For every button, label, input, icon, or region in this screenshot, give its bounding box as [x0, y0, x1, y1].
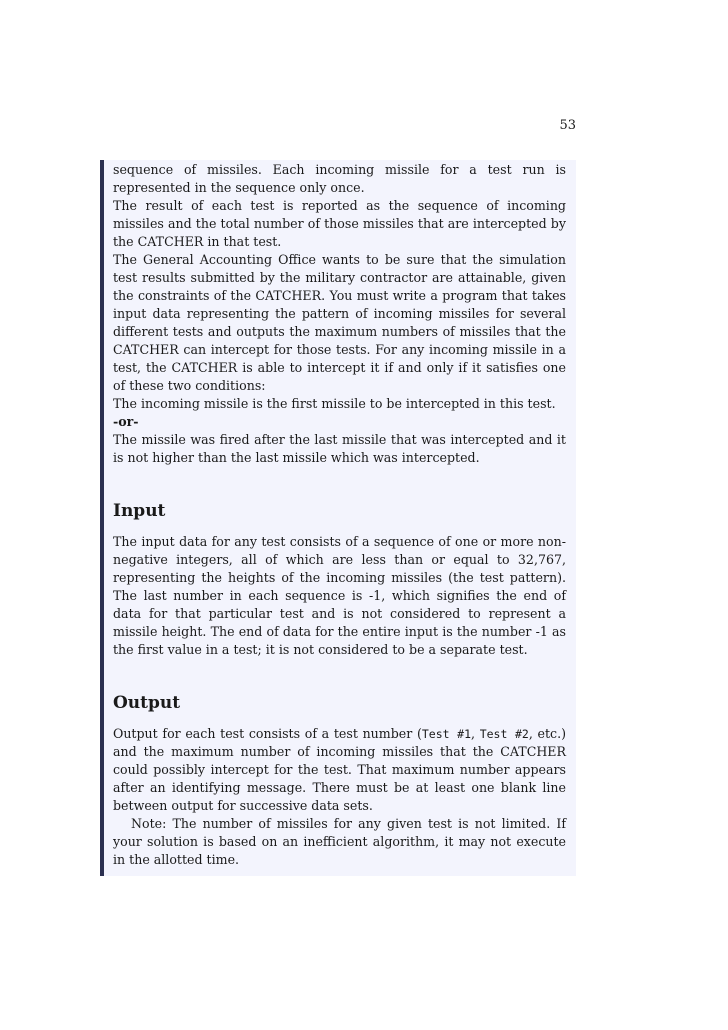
code-test-2: Test #2	[479, 727, 529, 741]
or-label: -or-	[113, 414, 139, 429]
intro-paragraph-3: The General Accounting Office wants to be sure that the simulation test results submitted by the military contractor are attainable, given the constraints of the CATCHER. You must write a program that takes input data representing the pattern of incoming missiles for several different tests and outputs the maximum numbers of missiles that the CATCHER can intercept for those tests. For any incoming missile in a test, the CATCHER is able to intercept it if and only if it satisfies one of these two conditions:	[113, 252, 566, 393]
output-heading: Output	[113, 693, 181, 713]
input-heading: Input	[113, 501, 166, 521]
output-text-after: , etc.) and the maximum number of incoming missiles that the CATCHER could possibly intercept for the test. That maximum number appears after an identifying message. There must be at least one blank line between output for successive data sets.	[113, 726, 566, 813]
problem-statement-box	[100, 160, 576, 876]
intro-paragraph-4: The incoming missile is the first missile to be intercepted in this test.	[113, 396, 556, 411]
output-text-before: Output for each test consists of a test number (	[113, 726, 422, 741]
input-paragraph: The input data for any test consists of a sequence of one or more non-negative integers, all of which are less than or equal to 32,767, representing the heights of the incoming missiles (the test pattern). The last number in each sequence is -1, which signifies the end of data for that particular test and is not considered to represent a missile height. The end of data for the entire input is the number -1 as the first value in a test; it is not considered to be a separate test.	[113, 534, 566, 657]
code-test-1: Test #1	[421, 727, 471, 741]
page-number: 53	[559, 118, 576, 133]
intro-paragraph-2: The result of each test is reported as the sequence of incoming missiles and the total number of those missiles that are intercepted by the CATCHER in that test.	[113, 198, 566, 249]
intro-paragraph-5: The missile was fired after the last missile that was intercepted and it is not higher than the last missile which was intercepted.	[113, 432, 566, 465]
note-paragraph: Note: The number of missiles for any given test is not limited. If your solution is based on an inefficient algorithm, it may not execute in the allotted time.	[113, 816, 566, 867]
output-paragraph	[113, 725, 566, 815]
output-text-sep: ,	[471, 726, 480, 741]
intro-paragraph-1: sequence of missiles. Each incoming missile for a test run is represented in the sequence only once.	[113, 162, 566, 195]
